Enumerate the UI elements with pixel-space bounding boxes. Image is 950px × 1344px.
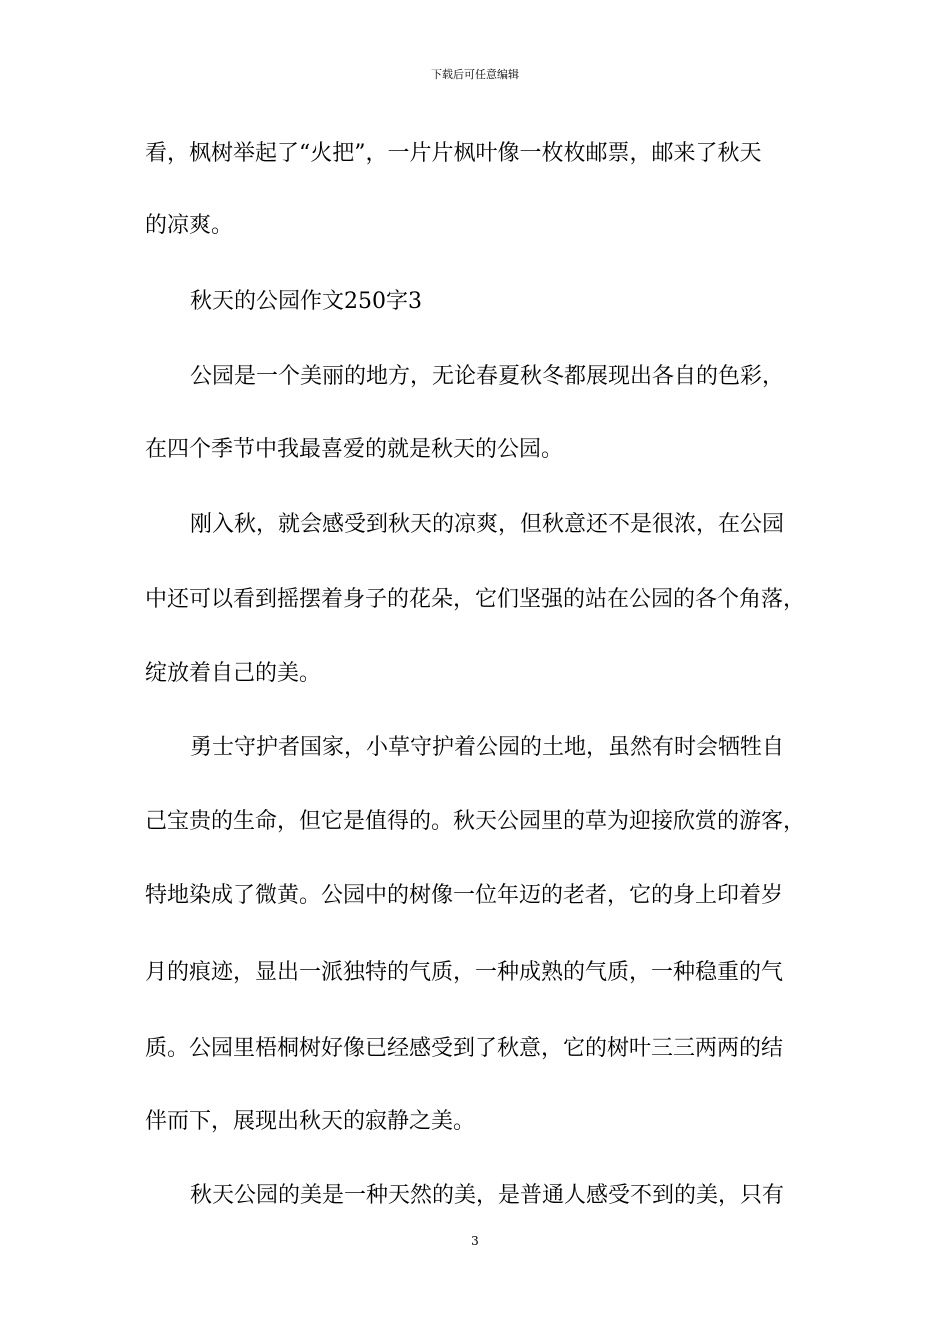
text-line: 己宝贵的生命，但它是值得的。秋天公园里的草为迎接欣赏的游客，	[145, 809, 806, 834]
text-line: 公园是一个美丽的地方，无论春夏秋冬都展现出各自的色彩，	[190, 364, 785, 389]
section-title: 秋天的公园作文250字3	[190, 289, 422, 314]
text-line: 的凉爽。	[145, 213, 234, 238]
text-line: 勇士守护者国家，小草守护着公园的土地，虽然有时会牺牲自	[190, 735, 785, 760]
text-line: 月的痕迹，显出一派独特的气质，一种成熟的气质，一种稳重的气	[145, 960, 784, 985]
text-line: 伴而下，展现出秋天的寂静之美。	[145, 1109, 476, 1134]
page-number: 3	[471, 1234, 479, 1248]
header-note: 下载后可任意编辑	[431, 68, 519, 81]
text-line: 特地染成了微黄。公园中的树像一位年迈的老者，它的身上印着岁	[145, 883, 784, 908]
text-line: 中还可以看到摇摆着身子的花朵，它们坚强的站在公园的各个角落，	[145, 587, 806, 612]
text-line: 在四个季节中我最喜爱的就是秋天的公园。	[145, 437, 564, 462]
text-line: 看，枫树举起了“火把”，一片片枫叶像一枚枚邮票，邮来了秋天	[145, 141, 762, 166]
text-line: 绽放着自己的美。	[145, 661, 322, 686]
text-line: 秋天公园的美是一种天然的美，是普通人感受不到的美，只有	[190, 1183, 785, 1208]
text-line: 质。公园里梧桐树好像已经感受到了秋意，它的树叶三三两两的结	[145, 1036, 784, 1061]
text-line: 刚入秋，就会感受到秋天的凉爽，但秋意还不是很浓，在公园	[190, 512, 785, 537]
